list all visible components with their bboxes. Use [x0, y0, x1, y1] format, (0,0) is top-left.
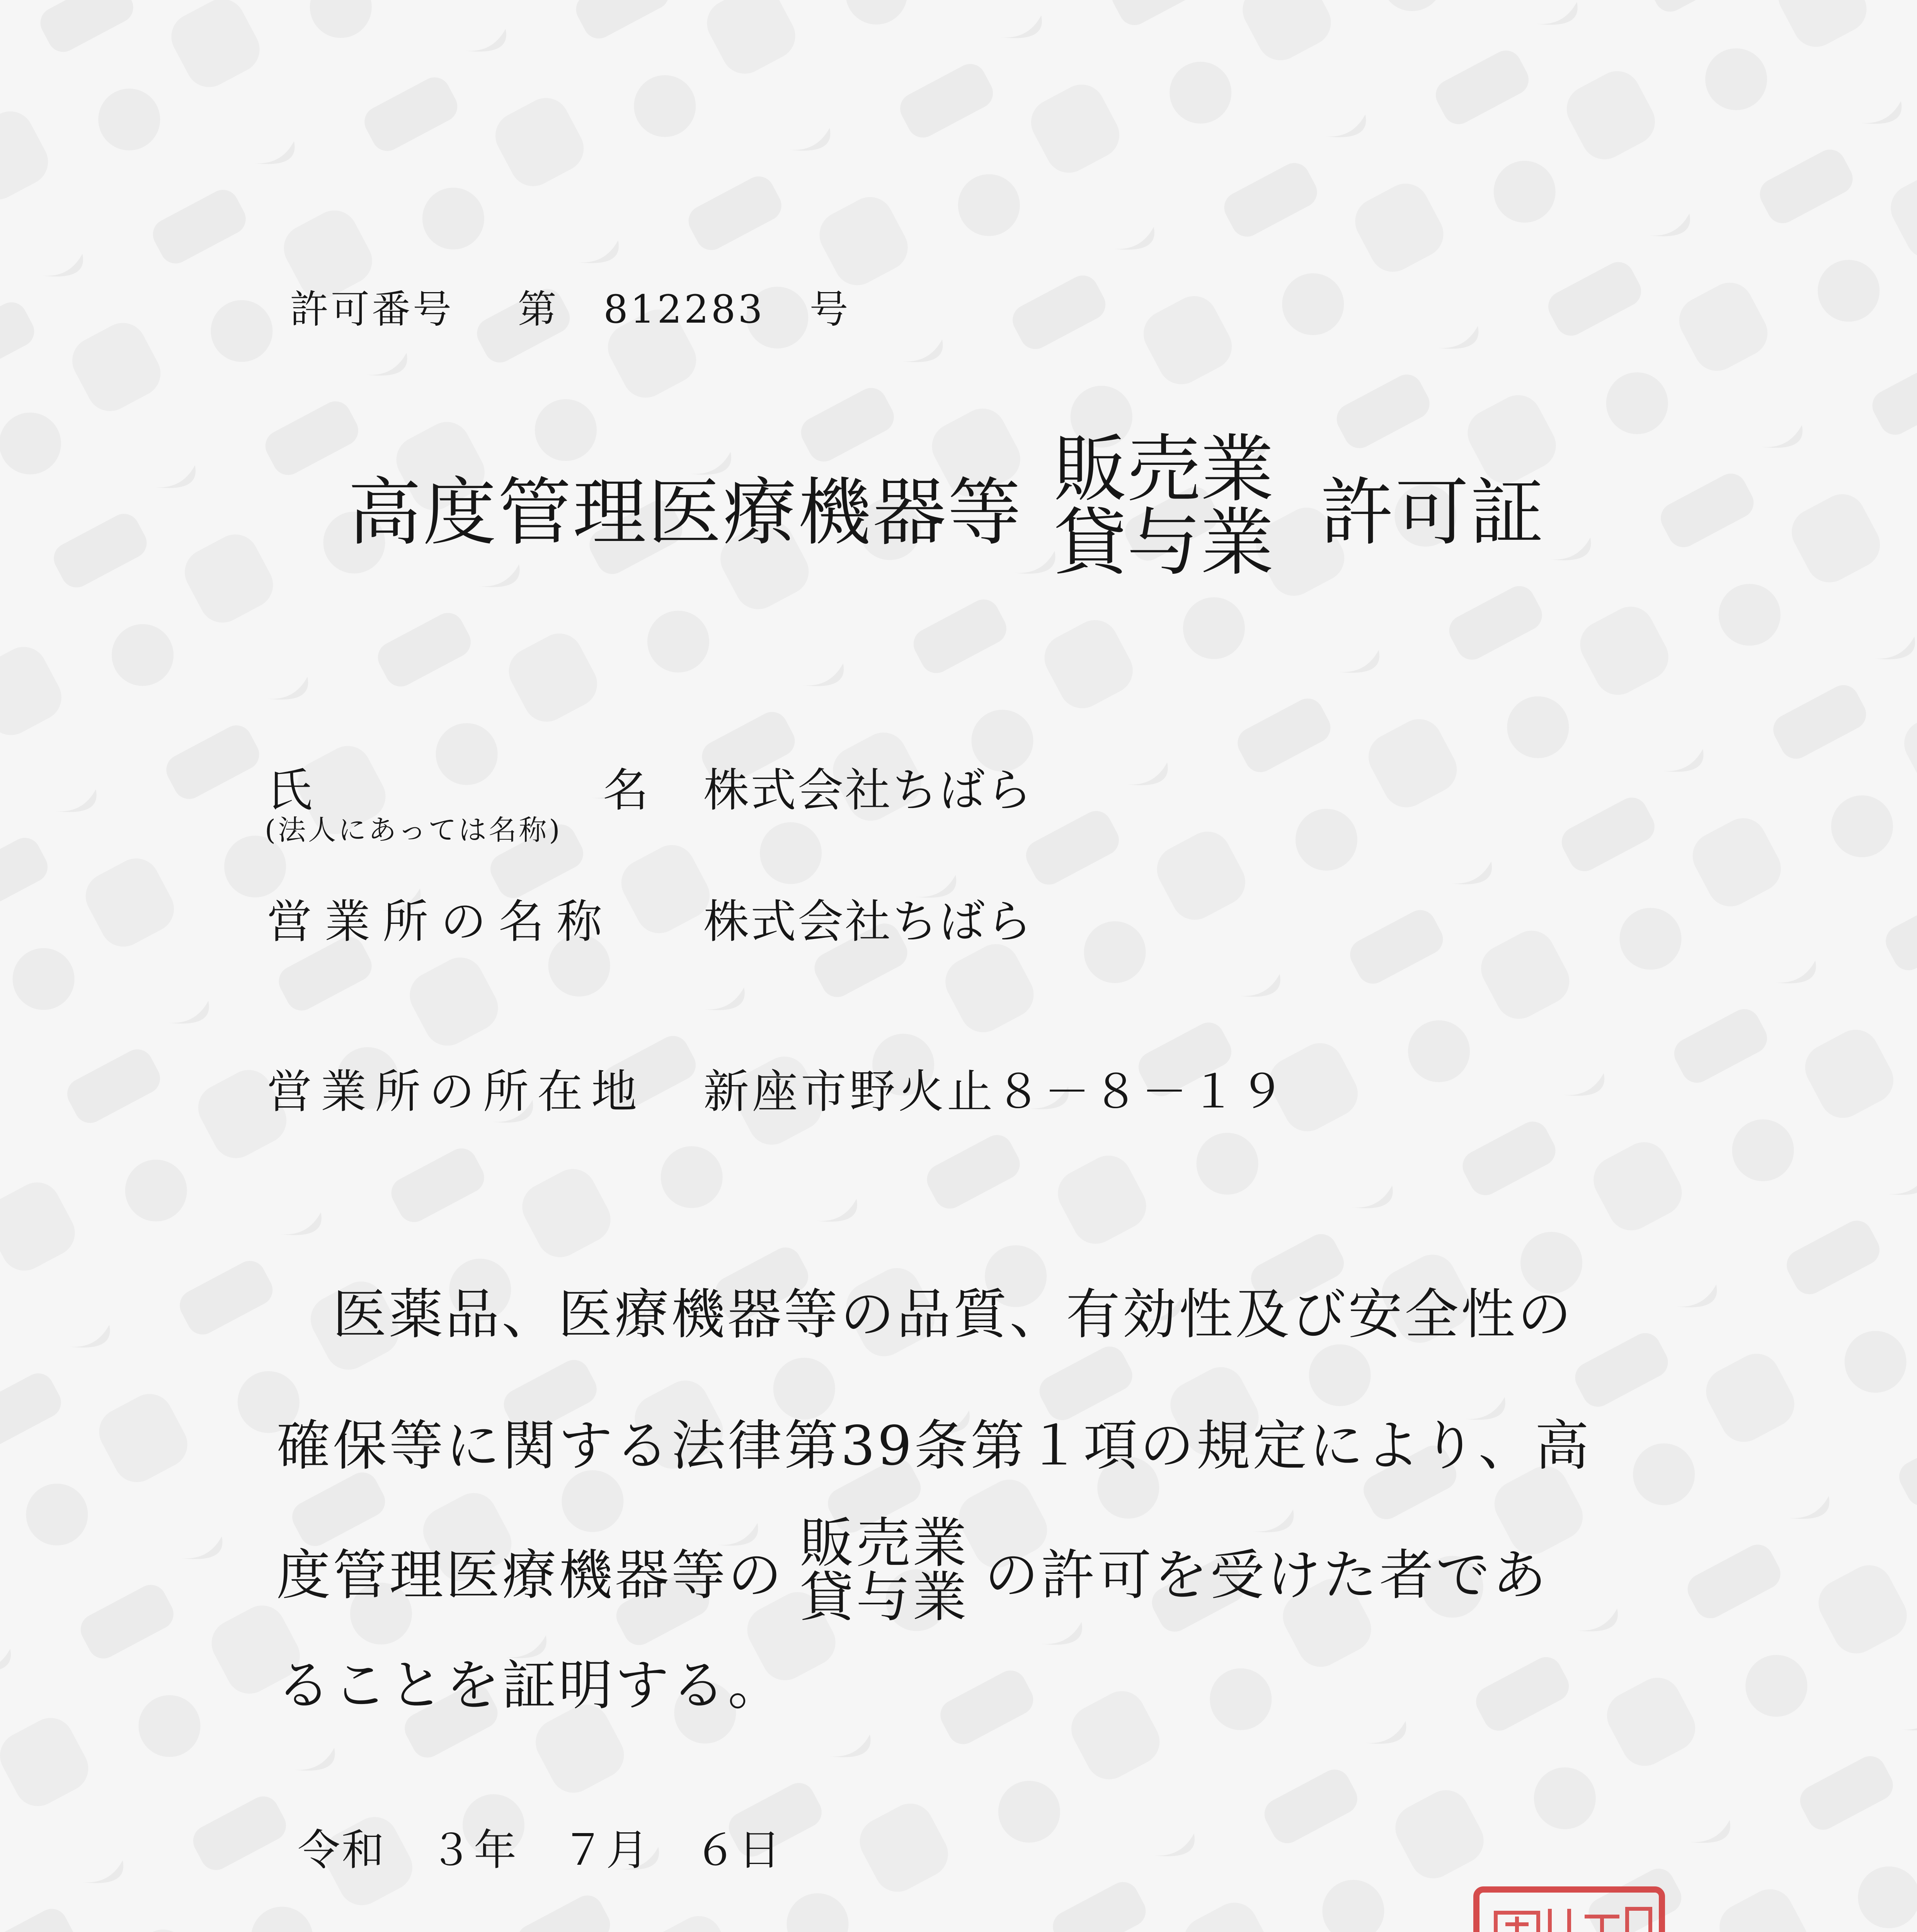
- applicant-label-second: 名: [603, 764, 649, 817]
- title-main: 高度管理医療機器等: [348, 469, 1023, 555]
- permit-number-suffix: 号: [809, 287, 851, 332]
- body-line-3: [276, 1507, 1549, 1634]
- office-address-label: 営業所の所在地: [267, 1065, 646, 1118]
- title-stack-bottom: 貸与業: [1054, 500, 1274, 585]
- body-line-3-end: の許可を受けた者であ: [984, 1544, 1549, 1607]
- title-stack-top: 販売業: [1054, 427, 1274, 512]
- body-line-1: 医薬品、医療機器等の品質、有効性及び安全性の: [332, 1283, 1574, 1346]
- applicant-name: 株式会社ちばら: [703, 764, 1034, 817]
- applicant-label-first: 氏: [267, 764, 313, 817]
- body-line-3-stack-top: 販売業: [800, 1512, 969, 1575]
- body-line-2: 確保等に関する法律第39条第１項の規定により、高: [276, 1415, 1592, 1478]
- document-title: [348, 417, 1545, 595]
- issue-date: 令和 ３年 ７月 ６日: [298, 1825, 782, 1875]
- body-line-3-stack-bottom: 貸与業: [800, 1566, 969, 1629]
- office-address-value: 新座市野火止８－８－１９: [703, 1065, 1288, 1118]
- body-line-4: ることを証明する。: [276, 1654, 785, 1717]
- permit-number-value: 812283: [603, 287, 765, 332]
- official-seal-stamp: [1469, 1882, 1670, 1932]
- permit-number-dai: 第: [518, 287, 559, 332]
- applicant-label-note: (法人にあっては名称): [265, 814, 562, 846]
- office-name-label: 営業所の名称: [267, 895, 615, 948]
- permit-number-prefix: 許可番号: [290, 287, 454, 332]
- office-name-value: 株式会社ちばら: [703, 895, 1034, 948]
- body-line-3-stack: [800, 1512, 969, 1629]
- title-end: 許可証: [1320, 469, 1546, 555]
- body-line-3-start: 度管理医療機器等の: [276, 1544, 785, 1607]
- title-stack: [1054, 427, 1274, 585]
- permit-number: [290, 278, 851, 334]
